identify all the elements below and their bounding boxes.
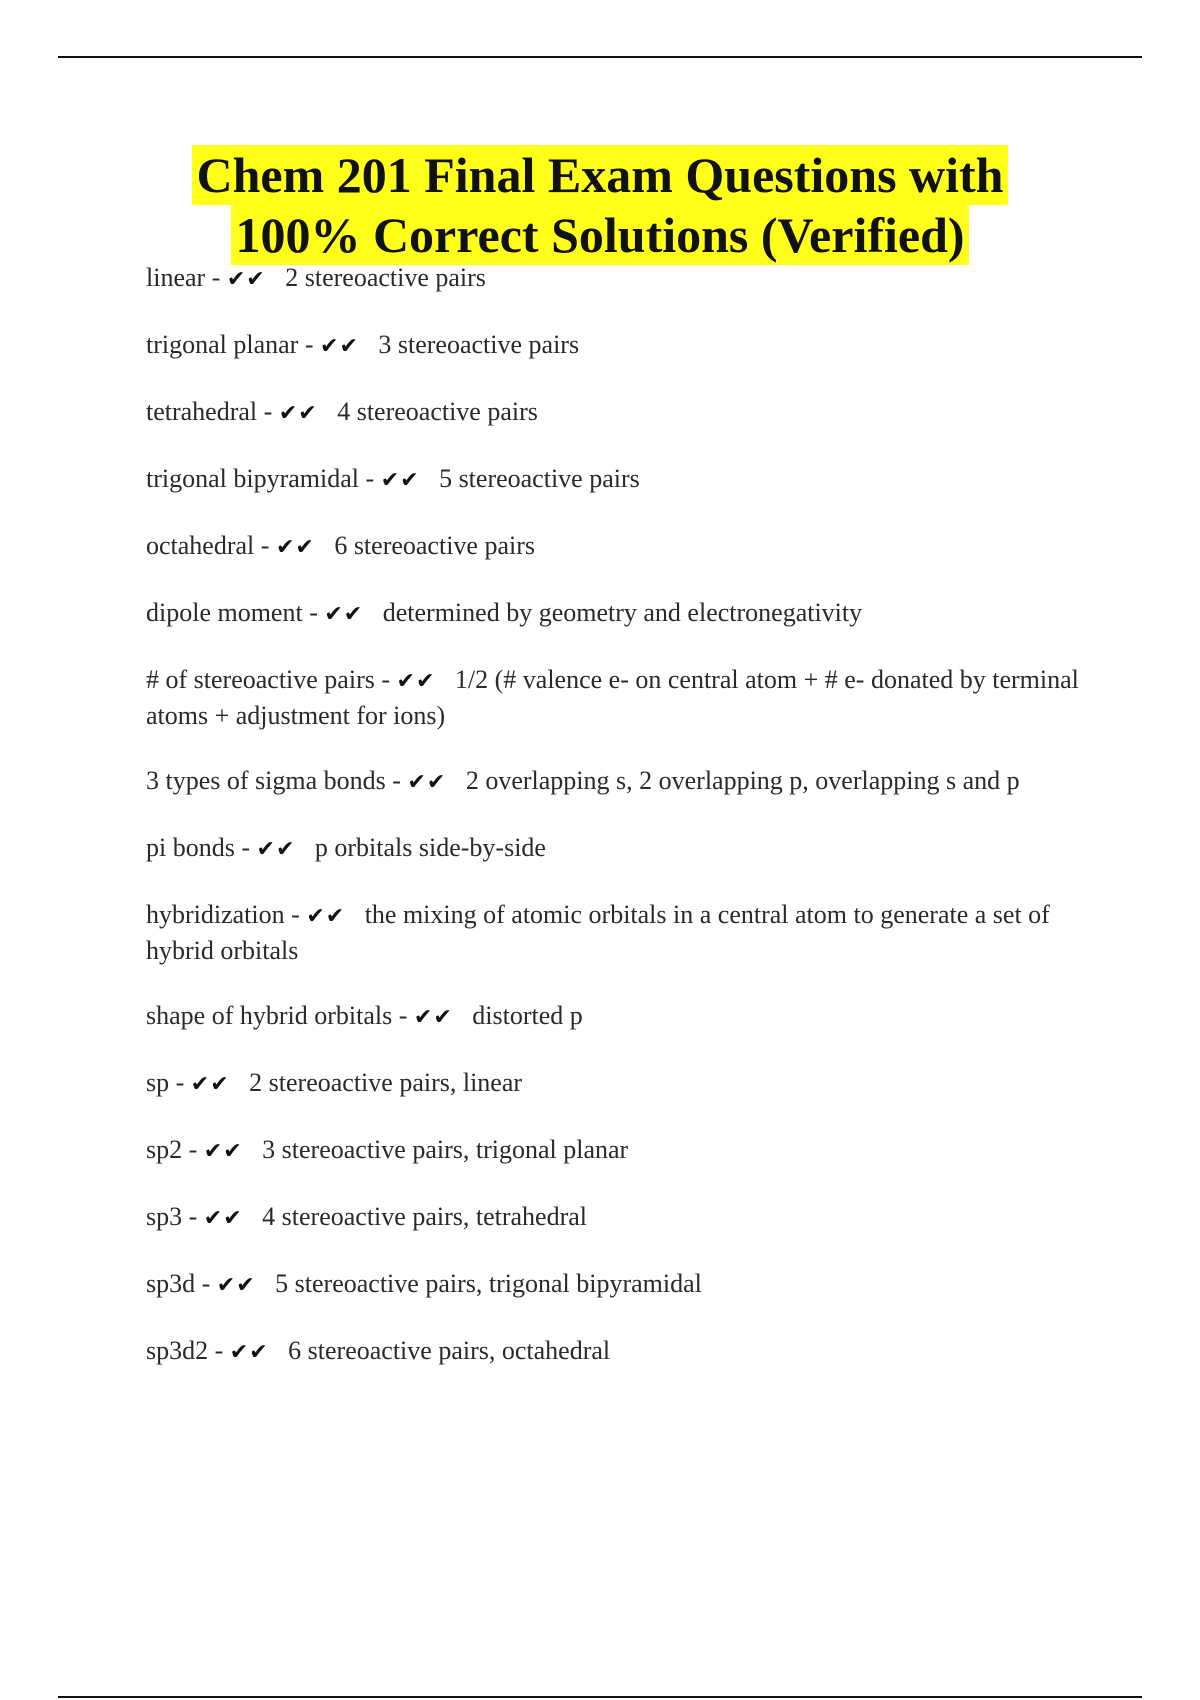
qa-item bbox=[146, 596, 1090, 632]
double-check-icon: ✔✔ bbox=[226, 267, 266, 292]
qa-term: sp2 bbox=[146, 1135, 183, 1164]
qa-gap bbox=[359, 330, 379, 359]
qa-gap bbox=[295, 833, 315, 862]
qa-dash: - bbox=[182, 1135, 204, 1164]
qa-list bbox=[146, 261, 1090, 1401]
document-title bbox=[0, 145, 1200, 265]
qa-answer: distorted p bbox=[472, 1001, 583, 1030]
qa-answer: 6 stereoactive pairs bbox=[334, 531, 535, 560]
double-check-icon: ✔✔ bbox=[278, 401, 318, 426]
qa-answer: 4 stereoactive pairs bbox=[337, 397, 538, 426]
qa-gap bbox=[435, 665, 455, 694]
qa-answer: 3 stereoactive pairs, trigonal planar bbox=[262, 1135, 629, 1164]
qa-term: # of stereoactive pairs bbox=[146, 665, 375, 694]
title-line-2: 100% Correct Solutions (Verified) bbox=[231, 205, 968, 265]
qa-gap bbox=[266, 263, 286, 292]
qa-gap bbox=[420, 464, 440, 493]
qa-dash: - bbox=[284, 900, 307, 929]
qa-term: tetrahedral bbox=[146, 397, 258, 426]
qa-answer: p orbitals side-by-side bbox=[314, 833, 546, 862]
qa-term: sp3d bbox=[146, 1269, 196, 1298]
qa-gap bbox=[269, 1336, 289, 1365]
qa-answer: 1/2 (# valence e- on central atom + # e- donated by terminal atoms + adjustment for ions) bbox=[146, 665, 1079, 730]
double-check-icon: ✔✔ bbox=[320, 334, 359, 359]
qa-item bbox=[146, 261, 1090, 297]
qa-item bbox=[146, 764, 1090, 800]
qa-term: 3 types of sigma bonds bbox=[146, 766, 386, 795]
double-check-icon: ✔✔ bbox=[324, 602, 364, 627]
qa-dash: - bbox=[374, 665, 397, 694]
qa-dash: - bbox=[254, 531, 276, 560]
qa-gap bbox=[318, 397, 338, 426]
qa-item bbox=[146, 898, 1090, 968]
qa-answer: 5 stereoactive pairs bbox=[439, 464, 640, 493]
qa-answer: determined by geometry and electronegativity bbox=[382, 598, 863, 627]
qa-term: sp3d2 bbox=[146, 1336, 209, 1365]
qa-term: shape of hybrid orbitals bbox=[146, 1001, 393, 1030]
qa-term: dipole moment bbox=[146, 598, 303, 627]
qa-answer: the mixing of atomic orbitals in a central atom to generate a set of hybrid orbitals bbox=[146, 900, 1050, 965]
qa-dash: - bbox=[392, 1001, 414, 1030]
qa-answer: 2 stereoactive pairs bbox=[285, 263, 486, 292]
qa-term: pi bonds bbox=[146, 833, 235, 862]
qa-term: trigonal bipyramidal bbox=[146, 464, 360, 493]
qa-dash: - bbox=[234, 833, 257, 862]
qa-item bbox=[146, 1267, 1090, 1303]
top-rule bbox=[58, 56, 1142, 58]
qa-dash: - bbox=[182, 1202, 204, 1231]
qa-answer: 6 stereoactive pairs, octahedral bbox=[288, 1336, 611, 1365]
qa-answer: 3 stereoactive pairs bbox=[378, 330, 580, 359]
qa-term: sp bbox=[146, 1068, 170, 1097]
qa-term: sp3 bbox=[146, 1202, 183, 1231]
qa-answer: 2 overlapping s, 2 overlapping p, overlapping s and p bbox=[465, 766, 1020, 795]
qa-dash: - bbox=[195, 1269, 217, 1298]
double-check-icon: ✔✔ bbox=[407, 770, 447, 795]
qa-gap bbox=[243, 1202, 263, 1231]
double-check-icon: ✔✔ bbox=[275, 535, 315, 560]
qa-item bbox=[146, 1200, 1090, 1236]
qa-item bbox=[146, 1066, 1090, 1102]
qa-gap bbox=[315, 531, 335, 560]
double-check-icon: ✔✔ bbox=[306, 904, 346, 929]
double-check-icon: ✔✔ bbox=[413, 1005, 453, 1030]
bottom-rule bbox=[58, 1696, 1142, 1698]
qa-gap bbox=[363, 598, 383, 627]
qa-item bbox=[146, 328, 1090, 364]
qa-gap bbox=[243, 1135, 263, 1164]
double-check-icon: ✔✔ bbox=[396, 669, 436, 694]
qa-dash: - bbox=[205, 263, 227, 292]
double-check-icon: ✔✔ bbox=[256, 837, 296, 862]
qa-dash: - bbox=[359, 464, 381, 493]
double-check-icon: ✔✔ bbox=[203, 1139, 243, 1164]
double-check-icon: ✔✔ bbox=[203, 1206, 243, 1231]
qa-term: trigonal planar bbox=[146, 330, 299, 359]
qa-item bbox=[146, 1334, 1090, 1370]
qa-dash: - bbox=[208, 1336, 230, 1365]
qa-dash: - bbox=[302, 598, 325, 627]
qa-item bbox=[146, 529, 1090, 565]
qa-item bbox=[146, 1133, 1090, 1169]
title-line-1: Chem 201 Final Exam Questions with bbox=[192, 145, 1007, 205]
qa-gap bbox=[230, 1068, 250, 1097]
qa-term: linear bbox=[146, 263, 206, 292]
qa-gap bbox=[446, 766, 466, 795]
qa-gap bbox=[345, 900, 365, 929]
qa-gap bbox=[453, 1001, 473, 1030]
qa-answer: 4 stereoactive pairs, tetrahedral bbox=[262, 1202, 588, 1231]
double-check-icon: ✔✔ bbox=[380, 468, 420, 493]
qa-item bbox=[146, 462, 1090, 498]
qa-dash: - bbox=[298, 330, 321, 359]
qa-term: hybridization bbox=[146, 900, 285, 929]
qa-dash: - bbox=[385, 766, 408, 795]
double-check-icon: ✔✔ bbox=[216, 1273, 256, 1298]
qa-item bbox=[146, 395, 1090, 431]
qa-item bbox=[146, 663, 1090, 733]
qa-answer: 5 stereoactive pairs, trigonal bipyramidal bbox=[275, 1269, 702, 1298]
qa-gap bbox=[256, 1269, 276, 1298]
qa-item bbox=[146, 831, 1090, 867]
qa-item bbox=[146, 999, 1090, 1035]
qa-dash: - bbox=[257, 397, 279, 426]
qa-answer: 2 stereoactive pairs, linear bbox=[249, 1068, 523, 1097]
qa-term: octahedral bbox=[146, 531, 255, 560]
double-check-icon: ✔✔ bbox=[190, 1072, 230, 1097]
qa-dash: - bbox=[169, 1068, 191, 1097]
double-check-icon: ✔✔ bbox=[229, 1340, 269, 1365]
